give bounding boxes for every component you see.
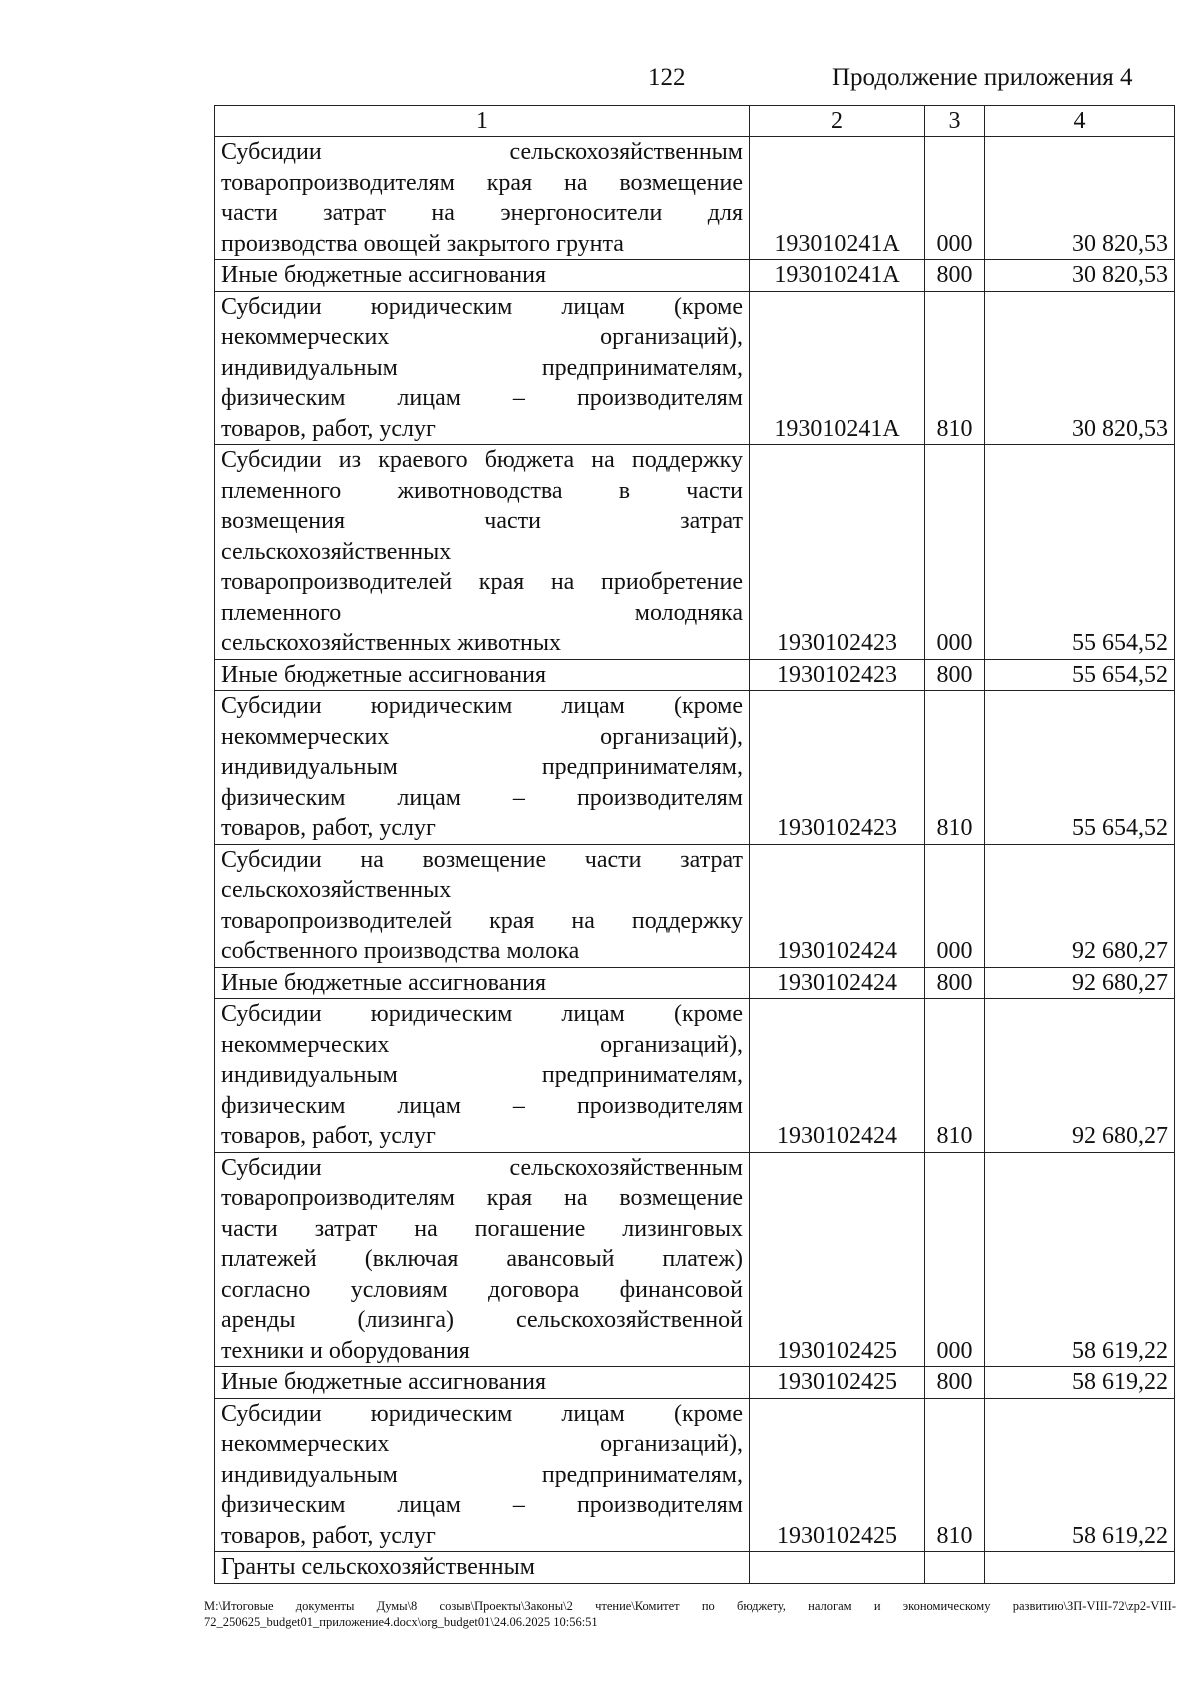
column-header-name: 1 [215, 106, 750, 137]
description-line: индивидуальным предпринимателям, [221, 1062, 743, 1088]
amount: 55 654,52 [985, 691, 1175, 845]
description-line: физическим лицам – производителям [221, 1092, 743, 1119]
target-article-code: 1930102425 [750, 1152, 925, 1367]
expense-type-code: 810 [925, 691, 985, 845]
row-description [215, 967, 750, 999]
target-article-code [750, 1552, 925, 1584]
description-line: физическим лицам – производителям [221, 784, 743, 811]
expense-type-code: 810 [925, 291, 985, 445]
description-line: индивидуальным предпринимателям, [221, 754, 743, 780]
description-line: Иные бюджетные ассигнования [221, 969, 546, 996]
table-row [215, 1552, 1175, 1584]
description-line: некоммерческих организаций), [221, 1031, 743, 1058]
description-line: физическим лицам – производителям [221, 385, 743, 411]
target-article-code: 1930102423 [750, 691, 925, 845]
row-description [215, 999, 750, 1153]
description-line: Иные бюджетные ассигнования [221, 262, 546, 288]
amount: 92 680,27 [985, 999, 1175, 1153]
amount: 92 680,27 [985, 967, 1175, 999]
description-line: индивидуальным предпринимателям, [221, 1461, 743, 1488]
budget-table-body [215, 106, 1175, 1584]
description-line: Субсидии сельскохозяйственным [221, 139, 743, 165]
description-line: Субсидии на возмещение части затрат [221, 846, 743, 873]
expense-type-code: 800 [925, 260, 985, 292]
expense-type-code: 000 [925, 445, 985, 660]
expense-type-code: 000 [925, 137, 985, 260]
description-line: товаропроизводителям края на возмещение [221, 1185, 743, 1211]
row-description [215, 260, 750, 292]
row-description [215, 291, 750, 445]
row-description [215, 137, 750, 260]
target-article-code: 1930102425 [750, 1367, 925, 1399]
target-article-code: 1930102424 [750, 967, 925, 999]
description-line: аренды (лизинга) сельскохозяйственной [221, 1307, 743, 1333]
description-line: собственного производства молока [221, 938, 580, 964]
expense-type-code: 000 [925, 1152, 985, 1367]
description-line: части затрат на погашение лизинговых [221, 1215, 743, 1242]
description-line: некоммерческих организаций), [221, 1431, 743, 1457]
description-line: Субсидии юридическим лицам (кроме [221, 693, 743, 719]
table-row [215, 1367, 1175, 1399]
amount: 30 820,53 [985, 260, 1175, 292]
document-file-path: M:\Итоговые документы Думы\8 созыв\Проекты\Законы\2 чтение\Комитет по бюджету, налогам и экономическому развитию\ЗП-VIII-72\zp2-VIII-72_250625_budget01_приложение4.docx\org_budget01\24.06.2025 10:56:51 [204, 1599, 1176, 1629]
page-number: 122 [648, 64, 686, 91]
description-line: товаропроизводителей края на поддержку [221, 907, 743, 934]
table-row [215, 137, 1175, 260]
target-article-code: 1930102423 [750, 445, 925, 660]
table-row [215, 844, 1175, 967]
amount: 58 619,22 [985, 1367, 1175, 1399]
description-line: Субсидии из краевого бюджета на поддержку [221, 447, 743, 473]
description-line: племенного молодняка [221, 599, 743, 626]
description-line: некоммерческих организаций), [221, 324, 743, 350]
description-line: товаров, работ, услуг [221, 815, 436, 841]
amount: 55 654,52 [985, 659, 1175, 691]
description-line: физическим лицам – производителям [221, 1492, 743, 1518]
description-line: части затрат на энергоносители для [221, 200, 743, 226]
row-description [215, 659, 750, 691]
column-header-row [215, 106, 1175, 137]
amount: 55 654,52 [985, 445, 1175, 660]
row-description [215, 691, 750, 845]
description-line: Субсидии юридическим лицам (кроме [221, 1001, 743, 1027]
table-row [215, 999, 1175, 1153]
description-line: товаров, работ, услуг [221, 1522, 436, 1549]
description-line: Субсидии юридическим лицам (кроме [221, 1400, 743, 1427]
expense-type-code: 800 [925, 659, 985, 691]
description-line: согласно условиям договора финансовой [221, 1276, 743, 1303]
column-header-amount: 4 [985, 106, 1175, 137]
description-line: техники и оборудования [221, 1337, 470, 1364]
description-line: Субсидии юридическим лицам (кроме [221, 293, 743, 320]
amount [985, 1552, 1175, 1584]
description-line: некоммерческих организаций), [221, 723, 743, 750]
expense-type-code: 000 [925, 844, 985, 967]
row-description [215, 844, 750, 967]
description-line: сельскохозяйственных [221, 538, 452, 565]
table-row [215, 445, 1175, 660]
target-article-code: 1930102425 [750, 1398, 925, 1552]
description-line: Иные бюджетные ассигнования [221, 1369, 546, 1395]
description-line: Гранты сельскохозяйственным [221, 1554, 535, 1580]
table-row [215, 1398, 1175, 1552]
target-article-code: 1930102424 [750, 999, 925, 1153]
expense-type-code: 810 [925, 999, 985, 1153]
row-description [215, 1152, 750, 1367]
target-article-code: 193010241А [750, 291, 925, 445]
expense-type-code: 800 [925, 1367, 985, 1399]
description-line: индивидуальным предпринимателям, [221, 354, 743, 381]
row-description [215, 1367, 750, 1399]
description-line: товаропроизводителям края на возмещение [221, 169, 743, 196]
amount: 58 619,22 [985, 1152, 1175, 1367]
amount: 30 820,53 [985, 137, 1175, 260]
description-line: возмещения части затрат [221, 508, 743, 534]
row-description [215, 445, 750, 660]
description-line: Субсидии сельскохозяйственным [221, 1154, 743, 1181]
amount: 92 680,27 [985, 844, 1175, 967]
description-line: сельскохозяйственных животных [221, 630, 561, 656]
amount: 58 619,22 [985, 1398, 1175, 1552]
description-line: платежей (включая авансовый платеж) [221, 1246, 743, 1272]
target-article-code: 1930102423 [750, 659, 925, 691]
appendix-continuation-label: Продолжение приложения 4 [832, 64, 1133, 91]
column-header-code: 2 [750, 106, 925, 137]
table-row [215, 291, 1175, 445]
target-article-code: 193010241А [750, 260, 925, 292]
expense-type-code [925, 1552, 985, 1584]
description-line: Иные бюджетные ассигнования [221, 661, 546, 688]
table-row [215, 691, 1175, 845]
row-description [215, 1398, 750, 1552]
expense-type-code: 800 [925, 967, 985, 999]
budget-table [214, 105, 1175, 1584]
table-row [215, 260, 1175, 292]
description-line: племенного животноводства в части [221, 477, 743, 504]
row-description [215, 1552, 750, 1584]
target-article-code: 193010241А [750, 137, 925, 260]
target-article-code: 1930102424 [750, 844, 925, 967]
description-line: товаров, работ, услуг [221, 1123, 436, 1149]
column-header-expense-type: 3 [925, 106, 985, 137]
description-line: товаров, работ, услуг [221, 415, 436, 442]
table-row [215, 967, 1175, 999]
table-row [215, 659, 1175, 691]
description-line: производства овощей закрытого грунта [221, 230, 624, 257]
description-line: товаропроизводителей края на приобретение [221, 569, 743, 595]
description-line: сельскохозяйственных [221, 877, 452, 903]
table-row [215, 1152, 1175, 1367]
expense-type-code: 810 [925, 1398, 985, 1552]
amount: 30 820,53 [985, 291, 1175, 445]
